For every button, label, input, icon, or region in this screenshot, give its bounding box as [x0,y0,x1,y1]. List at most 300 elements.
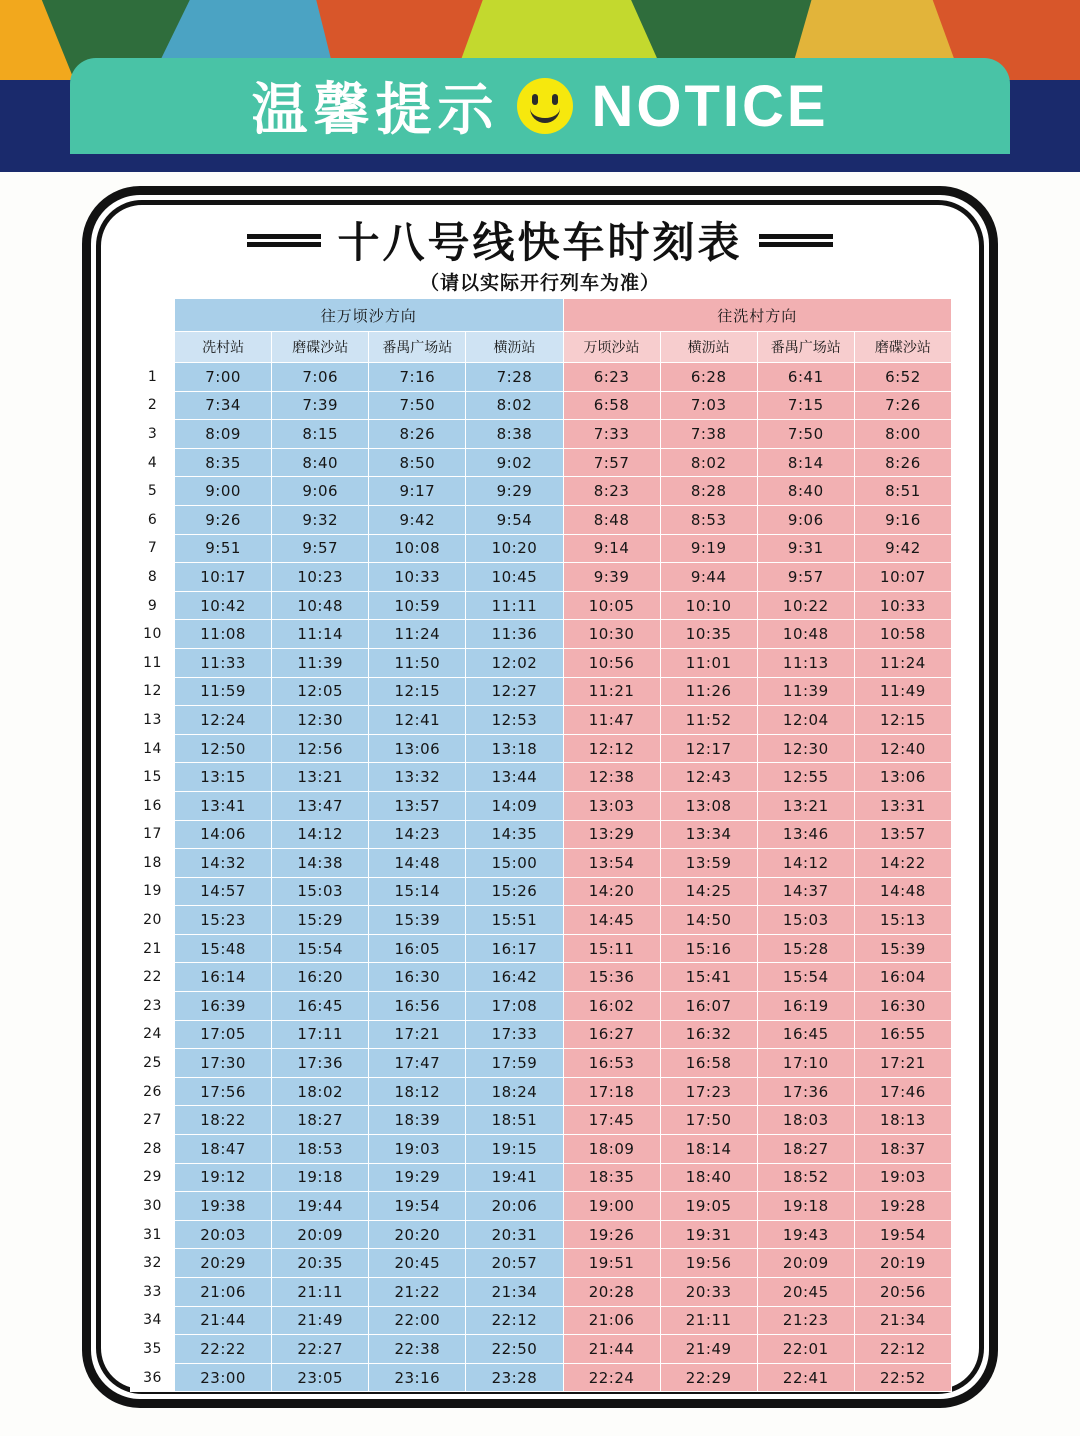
smiley-face-icon [517,78,573,134]
notice-title-cn: 温馨提示 [251,78,500,143]
departure-time-cell: 12:02 [466,648,563,677]
departure-time-cell: 8:51 [854,477,951,506]
departure-time-cell: 17:21 [369,1020,466,1049]
departure-time-cell: 17:11 [272,1020,369,1049]
direction-header-b: 往洗村方向 [563,299,952,332]
departure-time-cell: 11:13 [757,648,854,677]
title-rule-left [247,234,321,247]
departure-time-cell: 10:35 [660,620,757,649]
table-row [131,1249,952,1278]
departure-time-cell: 12:43 [660,763,757,792]
departure-time-cell: 19:56 [660,1249,757,1278]
table-row [131,448,952,477]
departure-time-cell: 10:23 [272,563,369,592]
departure-time-cell: 9:57 [757,563,854,592]
departure-time-cell: 14:38 [272,849,369,878]
timetable-body [131,363,952,1392]
table-row [131,534,952,563]
departure-time-cell: 19:18 [272,1163,369,1192]
departure-time-cell: 16:05 [369,934,466,963]
departure-time-cell: 7:28 [466,363,563,392]
departure-time-cell: 18:53 [272,1135,369,1164]
departure-time-cell: 17:46 [854,1077,951,1106]
departure-time-cell: 9:26 [175,505,272,534]
row-index: 30 [131,1192,175,1221]
departure-time-cell: 15:03 [272,877,369,906]
departure-time-cell: 19:05 [660,1192,757,1221]
departure-time-cell: 7:50 [757,420,854,449]
table-row [131,906,952,935]
row-index: 15 [131,763,175,792]
departure-time-cell: 8:48 [563,505,660,534]
departure-time-cell: 17:56 [175,1077,272,1106]
departure-time-cell: 10:08 [369,534,466,563]
row-index: 18 [131,849,175,878]
departure-time-cell: 7:16 [369,363,466,392]
departure-time-cell: 15:28 [757,934,854,963]
departure-time-cell: 14:12 [272,820,369,849]
table-row [131,706,952,735]
page-title: 十八号线快车时刻表 [337,218,743,267]
departure-time-cell: 21:44 [175,1306,272,1335]
departure-time-cell: 10:48 [757,620,854,649]
departure-time-cell: 10:56 [563,648,660,677]
row-index: 31 [131,1220,175,1249]
departure-time-cell: 9:16 [854,505,951,534]
departure-time-cell: 14:12 [757,849,854,878]
departure-time-cell: 10:17 [175,563,272,592]
departure-time-cell: 18:02 [272,1077,369,1106]
departure-time-cell: 14:32 [175,849,272,878]
departure-time-cell: 13:03 [563,791,660,820]
departure-time-cell: 15:11 [563,934,660,963]
station-header: 番禺广场站 [757,332,854,363]
departure-time-cell: 9:57 [272,534,369,563]
row-index: 20 [131,906,175,935]
page-subtitle: （请以实际开行列车为准） [419,272,660,294]
departure-time-cell: 20:35 [272,1249,369,1278]
departure-time-cell: 13:06 [369,734,466,763]
departure-time-cell: 7:39 [272,391,369,420]
departure-time-cell: 12:38 [563,763,660,792]
departure-time-cell: 9:00 [175,477,272,506]
row-index: 27 [131,1106,175,1135]
table-row [131,992,952,1021]
table-row [131,1049,952,1078]
departure-time-cell: 13:54 [563,849,660,878]
departure-time-cell: 10:45 [466,563,563,592]
departure-time-cell: 17:10 [757,1049,854,1078]
departure-time-cell: 16:04 [854,963,951,992]
departure-time-cell: 23:16 [369,1363,466,1392]
departure-time-cell: 6:58 [563,391,660,420]
departure-time-cell: 17:18 [563,1077,660,1106]
departure-time-cell: 10:07 [854,563,951,592]
departure-time-cell: 9:06 [757,505,854,534]
departure-time-cell: 19:44 [272,1192,369,1221]
departure-time-cell: 13:08 [660,791,757,820]
departure-time-cell: 13:47 [272,791,369,820]
row-index: 22 [131,963,175,992]
departure-time-cell: 7:15 [757,391,854,420]
departure-time-cell: 15:51 [466,906,563,935]
departure-time-cell: 6:23 [563,363,660,392]
table-row [131,1020,952,1049]
departure-time-cell: 9:42 [854,534,951,563]
departure-time-cell: 18:37 [854,1135,951,1164]
departure-time-cell: 14:35 [466,820,563,849]
departure-time-cell: 16:02 [563,992,660,1021]
departure-time-cell: 21:49 [272,1306,369,1335]
departure-time-cell: 8:02 [466,391,563,420]
departure-time-cell: 17:05 [175,1020,272,1049]
departure-time-cell: 9:44 [660,563,757,592]
departure-time-cell: 19:43 [757,1220,854,1249]
departure-time-cell: 14:23 [369,820,466,849]
table-row [131,763,952,792]
departure-time-cell: 12:55 [757,763,854,792]
departure-time-cell: 21:06 [175,1278,272,1307]
departure-time-cell: 9:17 [369,477,466,506]
row-index: 35 [131,1335,175,1364]
departure-time-cell: 23:05 [272,1363,369,1392]
departure-time-cell: 13:46 [757,820,854,849]
departure-time-cell: 6:41 [757,363,854,392]
departure-time-cell: 10:59 [369,591,466,620]
departure-time-cell: 11:59 [175,677,272,706]
departure-time-cell: 8:00 [854,420,951,449]
row-index: 16 [131,791,175,820]
departure-time-cell: 9:42 [369,505,466,534]
departure-time-cell: 12:15 [854,706,951,735]
table-row [131,563,952,592]
station-header: 万顷沙站 [563,332,660,363]
departure-time-cell: 8:26 [369,420,466,449]
departure-time-cell: 10:20 [466,534,563,563]
table-row [131,1192,952,1221]
departure-time-cell: 18:24 [466,1077,563,1106]
departure-time-cell: 16:20 [272,963,369,992]
table-row [131,1163,952,1192]
departure-time-cell: 9:32 [272,505,369,534]
departure-time-cell: 17:30 [175,1049,272,1078]
departure-time-cell: 20:45 [369,1249,466,1278]
departure-time-cell: 8:35 [175,448,272,477]
departure-time-cell: 10:05 [563,591,660,620]
departure-time-cell: 9:14 [563,534,660,563]
departure-time-cell: 19:41 [466,1163,563,1192]
table-row [131,963,952,992]
departure-time-cell: 8:40 [757,477,854,506]
departure-time-cell: 19:00 [563,1192,660,1221]
departure-time-cell: 8:15 [272,420,369,449]
departure-time-cell: 11:21 [563,677,660,706]
departure-time-cell: 8:23 [563,477,660,506]
station-header: 横沥站 [660,332,757,363]
departure-time-cell: 23:00 [175,1363,272,1392]
departure-time-cell: 20:09 [757,1249,854,1278]
departure-time-cell: 10:58 [854,620,951,649]
departure-time-cell: 9:31 [757,534,854,563]
station-header-row [131,332,952,363]
timetable [130,298,952,1392]
row-index: 2 [131,391,175,420]
departure-time-cell: 6:52 [854,363,951,392]
departure-time-cell: 12:15 [369,677,466,706]
table-row [131,820,952,849]
departure-time-cell: 20:06 [466,1192,563,1221]
departure-time-cell: 16:30 [854,992,951,1021]
departure-time-cell: 17:36 [757,1077,854,1106]
departure-time-cell: 21:11 [660,1306,757,1335]
departure-time-cell: 15:39 [854,934,951,963]
departure-time-cell: 10:10 [660,591,757,620]
departure-time-cell: 10:33 [854,591,951,620]
direction-header-row [131,299,952,332]
departure-time-cell: 22:00 [369,1306,466,1335]
departure-time-cell: 12:12 [563,734,660,763]
departure-time-cell: 12:40 [854,734,951,763]
departure-time-cell: 19:38 [175,1192,272,1221]
departure-time-cell: 13:29 [563,820,660,849]
table-row [131,1106,952,1135]
departure-time-cell: 20:03 [175,1220,272,1249]
departure-time-cell: 11:26 [660,677,757,706]
index-subheader [131,332,175,363]
departure-time-cell: 14:09 [466,791,563,820]
row-index: 7 [131,534,175,563]
departure-time-cell: 22:41 [757,1363,854,1392]
departure-time-cell: 8:53 [660,505,757,534]
table-row [131,505,952,534]
departure-time-cell: 12:17 [660,734,757,763]
row-index: 19 [131,877,175,906]
departure-time-cell: 18:47 [175,1135,272,1164]
departure-time-cell: 19:31 [660,1220,757,1249]
station-header: 横沥站 [466,332,563,363]
departure-time-cell: 10:42 [175,591,272,620]
departure-time-cell: 16:45 [272,992,369,1021]
departure-time-cell: 7:34 [175,391,272,420]
table-row [131,1306,952,1335]
timetable-head [131,299,952,363]
departure-time-cell: 14:25 [660,877,757,906]
departure-time-cell: 13:44 [466,763,563,792]
departure-time-cell: 20:56 [854,1278,951,1307]
row-index: 34 [131,1306,175,1335]
table-row [131,1220,952,1249]
departure-time-cell: 17:21 [854,1049,951,1078]
departure-time-cell: 15:00 [466,849,563,878]
departure-time-cell: 19:03 [369,1135,466,1164]
notice-title-en: NOTICE [591,73,829,139]
station-header: 磨碟沙站 [272,332,369,363]
departure-time-cell: 11:49 [854,677,951,706]
departure-time-cell: 15:54 [757,963,854,992]
departure-time-cell: 18:51 [466,1106,563,1135]
departure-time-cell: 12:50 [175,734,272,763]
departure-time-cell: 16:45 [757,1020,854,1049]
departure-time-cell: 13:59 [660,849,757,878]
departure-time-cell: 14:37 [757,877,854,906]
row-index: 13 [131,706,175,735]
departure-time-cell: 22:24 [563,1363,660,1392]
departure-time-cell: 16:55 [854,1020,951,1049]
departure-time-cell: 12:04 [757,706,854,735]
table-row [131,391,952,420]
departure-time-cell: 16:07 [660,992,757,1021]
departure-time-cell: 16:19 [757,992,854,1021]
direction-header-a: 往万顷沙方向 [175,299,563,332]
departure-time-cell: 20:45 [757,1278,854,1307]
table-row [131,734,952,763]
departure-time-cell: 20:19 [854,1249,951,1278]
timetable-wrapper [130,298,952,1392]
departure-time-cell: 7:06 [272,363,369,392]
departure-time-cell: 19:28 [854,1192,951,1221]
departure-time-cell: 8:26 [854,448,951,477]
departure-time-cell: 14:48 [369,849,466,878]
row-index: 24 [131,1020,175,1049]
departure-time-cell: 18:09 [563,1135,660,1164]
departure-time-cell: 11:24 [854,648,951,677]
departure-time-cell: 7:00 [175,363,272,392]
departure-time-cell: 20:31 [466,1220,563,1249]
departure-time-cell: 19:26 [563,1220,660,1249]
departure-time-cell: 19:18 [757,1192,854,1221]
row-index: 36 [131,1363,175,1392]
departure-time-cell: 20:57 [466,1249,563,1278]
row-index: 5 [131,477,175,506]
row-index: 12 [131,677,175,706]
departure-time-cell: 15:26 [466,877,563,906]
departure-time-cell: 20:33 [660,1278,757,1307]
departure-time-cell: 20:09 [272,1220,369,1249]
departure-time-cell: 13:57 [369,791,466,820]
departure-time-cell: 12:56 [272,734,369,763]
row-index: 25 [131,1049,175,1078]
departure-time-cell: 15:03 [757,906,854,935]
departure-time-cell: 10:48 [272,591,369,620]
table-row [131,648,952,677]
departure-time-cell: 19:51 [563,1249,660,1278]
departure-time-cell: 14:50 [660,906,757,935]
row-index: 6 [131,505,175,534]
title-rule-right [759,234,833,247]
departure-time-cell: 14:57 [175,877,272,906]
departure-time-cell: 9:02 [466,448,563,477]
departure-time-cell: 6:28 [660,363,757,392]
departure-time-cell: 15:23 [175,906,272,935]
departure-time-cell: 12:27 [466,677,563,706]
row-index: 14 [131,734,175,763]
departure-time-cell: 19:29 [369,1163,466,1192]
departure-time-cell: 18:40 [660,1163,757,1192]
departure-time-cell: 11:11 [466,591,563,620]
departure-time-cell: 18:35 [563,1163,660,1192]
departure-time-cell: 14:45 [563,906,660,935]
row-index: 21 [131,934,175,963]
departure-time-cell: 12:41 [369,706,466,735]
table-row [131,677,952,706]
row-index: 9 [131,591,175,620]
station-header: 冼村站 [175,332,272,363]
departure-time-cell: 16:53 [563,1049,660,1078]
departure-time-cell: 11:50 [369,648,466,677]
departure-time-cell: 11:14 [272,620,369,649]
table-row [131,1278,952,1307]
departure-time-cell: 12:05 [272,677,369,706]
departure-time-cell: 16:14 [175,963,272,992]
departure-time-cell: 14:22 [854,849,951,878]
departure-time-cell: 11:24 [369,620,466,649]
row-index: 17 [131,820,175,849]
row-index: 3 [131,420,175,449]
departure-time-cell: 9:51 [175,534,272,563]
table-row [131,877,952,906]
departure-time-cell: 7:50 [369,391,466,420]
departure-time-cell: 10:22 [757,591,854,620]
departure-time-cell: 15:29 [272,906,369,935]
departure-time-cell: 14:48 [854,877,951,906]
row-index: 4 [131,448,175,477]
table-row [131,1335,952,1364]
table-row [131,420,952,449]
station-header: 磨碟沙站 [854,332,951,363]
departure-time-cell: 16:56 [369,992,466,1021]
departure-time-cell: 22:12 [466,1306,563,1335]
departure-time-cell: 21:11 [272,1278,369,1307]
departure-time-cell: 18:14 [660,1135,757,1164]
departure-time-cell: 11:01 [660,648,757,677]
departure-time-cell: 22:12 [854,1335,951,1364]
departure-time-cell: 16:17 [466,934,563,963]
row-index: 26 [131,1077,175,1106]
row-index: 10 [131,620,175,649]
departure-time-cell: 11:52 [660,706,757,735]
departure-time-cell: 7:57 [563,448,660,477]
departure-time-cell: 18:22 [175,1106,272,1135]
departure-time-cell: 10:30 [563,620,660,649]
departure-time-cell: 18:03 [757,1106,854,1135]
departure-time-cell: 22:27 [272,1335,369,1364]
departure-time-cell: 18:13 [854,1106,951,1135]
departure-time-cell: 17:47 [369,1049,466,1078]
departure-time-cell: 18:12 [369,1077,466,1106]
departure-time-cell: 21:23 [757,1306,854,1335]
departure-time-cell: 11:47 [563,706,660,735]
departure-time-cell: 15:14 [369,877,466,906]
departure-time-cell: 19:15 [466,1135,563,1164]
schedule-title-row [96,210,984,270]
departure-time-cell: 19:54 [369,1192,466,1221]
departure-time-cell: 8:50 [369,448,466,477]
departure-time-cell: 22:50 [466,1335,563,1364]
departure-time-cell: 13:21 [757,791,854,820]
departure-time-cell: 13:57 [854,820,951,849]
departure-time-cell: 17:23 [660,1077,757,1106]
table-row [131,1135,952,1164]
departure-time-cell: 16:27 [563,1020,660,1049]
departure-time-cell: 17:08 [466,992,563,1021]
row-index: 8 [131,563,175,592]
departure-time-cell: 9:29 [466,477,563,506]
row-index: 33 [131,1278,175,1307]
departure-time-cell: 11:08 [175,620,272,649]
departure-time-cell: 9:39 [563,563,660,592]
departure-time-cell: 21:06 [563,1306,660,1335]
departure-time-cell: 7:26 [854,391,951,420]
